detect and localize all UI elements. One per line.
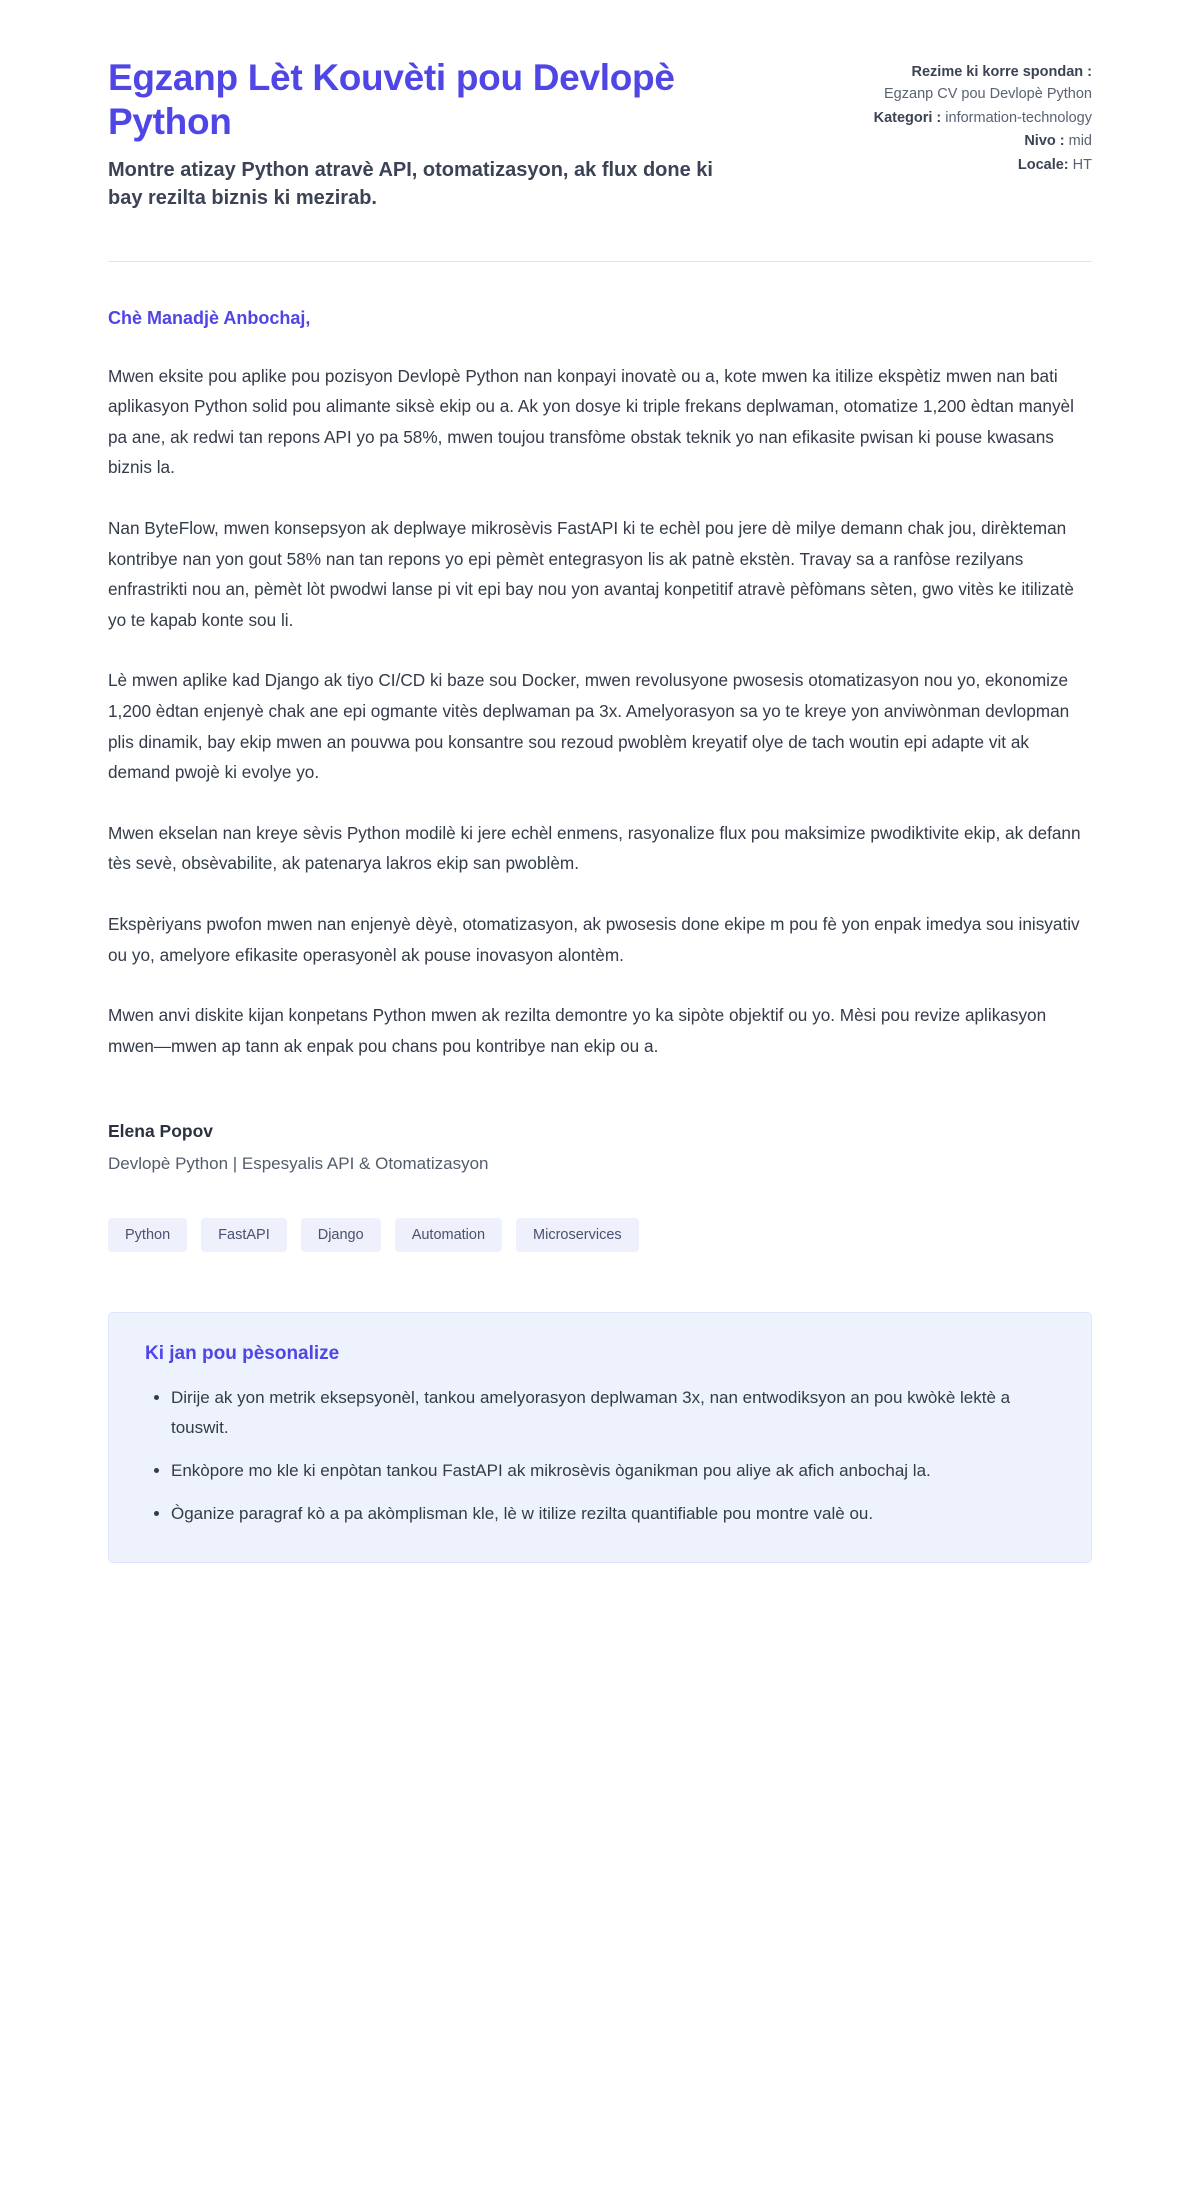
meta-value-locale: HT [1072, 157, 1092, 173]
header-divider [108, 261, 1092, 262]
meta-label-locale: Locale: [1017, 157, 1069, 173]
tag-item[interactable]: Python [108, 1218, 187, 1252]
signature-role: Devlopè Python | Espesyalis API & Otomatizasyon [108, 1154, 489, 1174]
tag-item[interactable]: Microservices [516, 1218, 639, 1252]
tag-list [108, 1218, 1092, 1252]
letter-paragraph: Nan ByteFlow, mwen konsepsyon ak deplwaye mikrosèvis FastAPI ki te echèl pou jere dè milye demann chak jou, dirèkteman kontribye nan yon gout 58% nan tan repons yo epi pèmèt entegrasyon lis ak patnè ekstèn. Travay sa a ranfòse rezilyans enfrastrikti nou an, pèmèt lòt pwodwi lanse pi vit epi bay nou yon avantaj konpetitif atravè pèfòmans sèten, gwo vitès ke itilizatè yo te kapab konte sou li. [108, 517, 1074, 630]
tips-list-item: • Òganize paragraf kò a pa akòmplisman kle, lè w itilize rezilta quantifiable pou montre valè ou. [171, 1499, 1055, 1528]
signature-name: Elena Popov [108, 1121, 214, 1142]
letter-paragraph: Lè mwen aplike kad Django ak tiyo CI/CD ki baze sou Docker, mwen revolusyone pwosesis otomatizasyon nou yo, ekonomize 1,200 èdtan enjenyè chak ane epi ogmante vitès deplwaman pa 3x. Amelyorasyon sa yo te kreye yon anviwònman devlopman plis dinamik, bay ekip mwen an pouvwa pou konsantre sou rezoud pwoblèm kreyatif olye de tach woutin epi adapte vit ak demand pwojè ki evolye yo. [108, 670, 1070, 783]
tips-title: Ki jan pou pèsonalize [145, 1343, 340, 1365]
tag-item[interactable]: Django [301, 1218, 381, 1252]
tips-list-item: • Dirije ak yon metrik eksepsyonèl, tankou amelyorasyon deplwaman 3x, nan entwodiksyon an pou kwòkè lektè a touswit. [171, 1383, 1055, 1441]
meta-row-resume [827, 62, 1092, 106]
tag-item[interactable]: FastAPI [201, 1218, 287, 1252]
meta-value-level: mid [1068, 133, 1092, 150]
meta-row-category [827, 108, 1092, 130]
letter-paragraph: Mwen eksite pou aplike pou pozisyon Devlopè Python nan konpayi inovatè ou a, kote mwen ka itilize ekspètiz mwen nan bati aplikasyon Python solid pou alimante siksè ekip ou a. Ak yon dosye ki triple frekans deplwaman, otomatize 1,200 èdtan manyèl pa ane, ak redwi tan repons API yo pa 58%, mwen toujou transfòme obstak teknik yo nan efikasite pwisan ki pouse kwasans biznis la. [108, 365, 1074, 478]
tips-list [145, 1383, 1055, 1528]
meta-label-resume: Rezime ki korre spondan : [911, 64, 1092, 80]
meta-label-level: Nivo : [1024, 133, 1065, 150]
header-text-block [108, 56, 748, 213]
document-metadata [827, 56, 1092, 179]
document-header [108, 56, 1092, 213]
meta-label-category: Kategori : [873, 109, 942, 126]
tips-list-item: • Enkòpore mo kle ki enpòtan tankou FastAPI ak mikrosèvis òganikman pou aliye ak afich anbochaj la. [171, 1456, 1055, 1485]
meta-row-level [827, 131, 1092, 153]
page-subtitle: Montre atizay Python atravè API, otomatizasyon, ak flux done ki bay rezilta biznis ki mezirab. [108, 159, 713, 209]
letter-paragraph: Mwen anvi diskite kijan konpetans Python mwen ak rezilta demontre yo ka sipòte objektif ou yo. Mèsi pou revize aplikasyon mwen—mwen ap tann ak enpak pou chans pou kontribye nan ekip ou a. [108, 1005, 1047, 1056]
letter-paragraph: Mwen ekselan nan kreye sèvis Python modilè ki jere echèl enmens, rasyonalize flux pou maksimize pwodiktivite ekip, ak defann tès sevè, obsèvabilite, ak patenarya lakros ekip san pwoblèm. [108, 822, 1081, 874]
meta-row-locale [827, 155, 1092, 177]
personalization-tips-panel [108, 1312, 1092, 1563]
letter-salutation: Chè Manadjè Anbochaj, [108, 307, 311, 328]
meta-value-category: information-technology [945, 109, 1092, 126]
letter-paragraph: Ekspèriyans pwofon mwen nan enjenyè dèyè, otomatizasyon, ak pwosesis done ekipe m pou fè yon enpak imedya sou inisyativ ou yo, amelyore efikasite operasyonèl ak pouse inovasyon alontèm. [108, 914, 1080, 965]
tag-item[interactable]: Automation [395, 1218, 502, 1252]
page-title: Egzanp Lèt Kouvèti pou Devlopè Python [108, 57, 675, 142]
meta-value-resume: Egzanp CV pou Devlopè Python [884, 85, 1092, 102]
